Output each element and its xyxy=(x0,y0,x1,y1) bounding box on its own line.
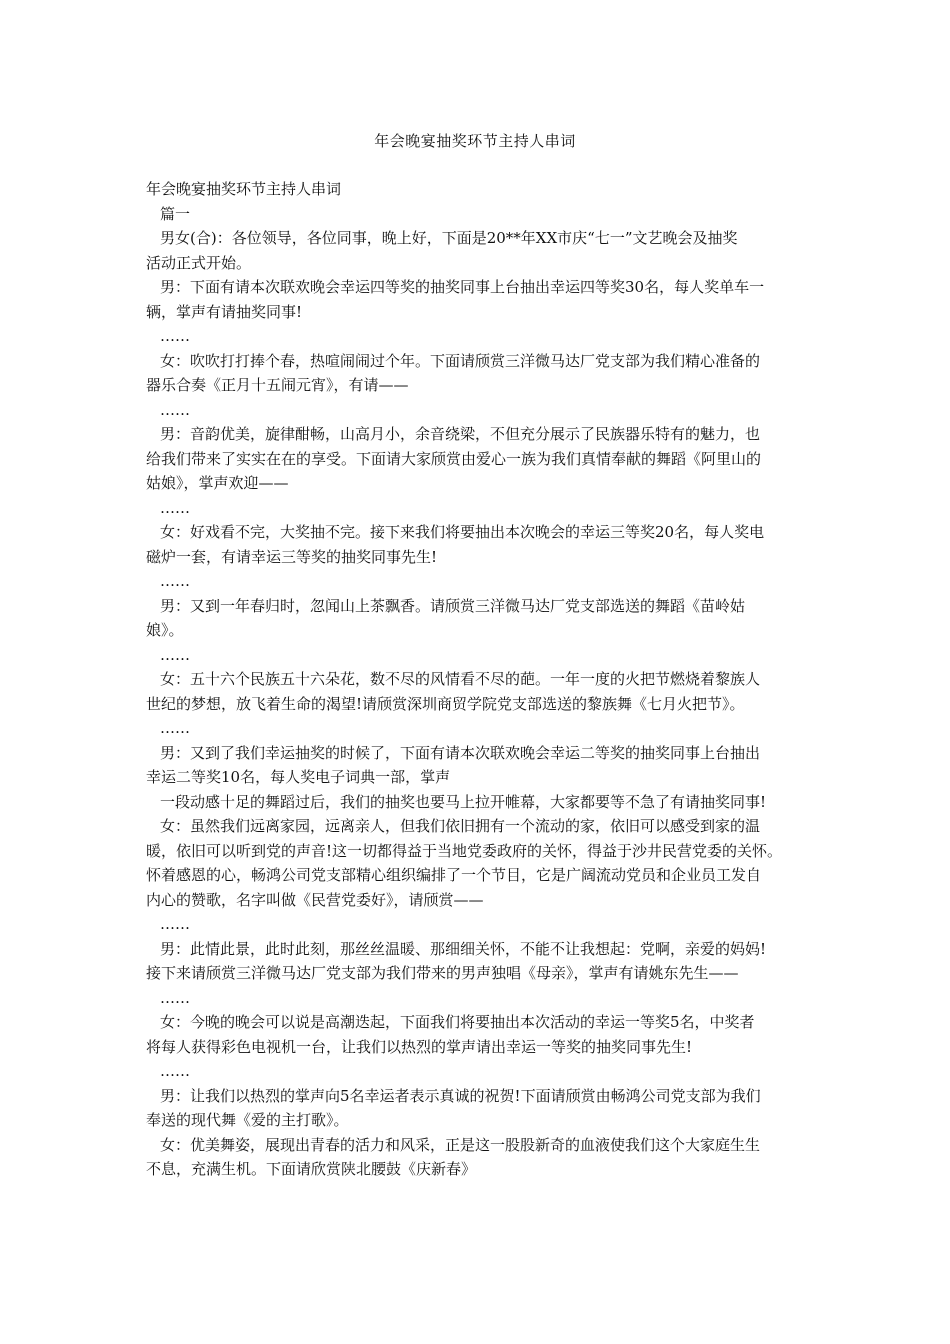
text-line: …… xyxy=(160,915,190,933)
text-line: 男：又到一年春归时，忽闻山上茶飘香。请颀赏三洋微马达厂党支部选送的舞蹈《苗岭姑 xyxy=(160,596,746,615)
text-line: 幸运二等奖10名，每人奖电子词典一部，掌声 xyxy=(146,768,451,786)
text-line: 女：虽然我们远离家园，远离亲人，但我们依旧拥有一个流动的家，依旧可以感受到家的温 xyxy=(160,817,761,835)
text-line: 女：五十六个民族五十六朵花，数不尽的风情看不尽的葩。一年一度的火把节燃烧着黎族人 xyxy=(160,670,761,688)
text-line: 辆，掌声有请抽奖同事! xyxy=(146,302,303,321)
text-line: 内心的赞歌，名字叫做《民营党委好》，请颀赏—— xyxy=(146,890,484,909)
text-line: 男：此情此景，此时此刻，那丝丝温暖、那细细关怀，不能不让我想起：党啊，亲爱的妈妈! xyxy=(160,939,767,958)
text-line: 姑娘》，掌声欢迎—— xyxy=(146,474,289,492)
text-line: …… xyxy=(160,1062,190,1080)
text-line: 女：吹吹打打捧个春，热喧闹闹过个年。下面请颀赏三洋微马达厂党支部为我们精心准备的 xyxy=(160,351,761,370)
text-line: 女：今晚的晚会可以说是高潮迭起，下面我们将要抽出本次活动的幸运一等奖5名，中奖者 xyxy=(160,1013,755,1031)
text-line: 器乐合奏《正月十五闹元宵》，有请—— xyxy=(146,376,409,394)
text-line: 不息，充满生机。下面请欣赏陕北腰鼓《庆新春》 xyxy=(146,1160,477,1178)
text-line: 篇一 xyxy=(160,204,191,223)
document-body xyxy=(146,177,826,1182)
text-line: 接下来请颀赏三洋微马达厂党支部为我们带来的男声独唱《母亲》，掌声有请姚东先生—— xyxy=(146,964,739,982)
text-line: 奉送的现代舞《爱的主打歌》。 xyxy=(146,1111,349,1129)
text-line: 一段动感十足的舞蹈过后，我们的抽奖也要马上拉开帷幕，大家都要等不急了有请抽奖同事! xyxy=(160,792,767,811)
text-line: 将每人获得彩色电视机一台，让我们以热烈的掌声请出幸运一等奖的抽奖同事先生! xyxy=(146,1037,693,1056)
text-line: 男：音韵优美，旋律酣畅，山高月小，余音绕梁，不但充分展示了民族器乐特有的魅力，也 xyxy=(160,425,761,443)
text-line: 给我们带来了实实在在的享受。下面请大家颀赏由爱心一族为我们真情奉献的舞蹈《阿里山的 xyxy=(146,449,762,468)
text-line: 女：好戏看不完，大奖抽不完。接下来我们将要抽出本次晚会的幸运三等奖20名，每人奖电 xyxy=(160,523,765,541)
text-line: 男：又到了我们幸运抽奖的时候了，下面有请本次联欢晚会幸运二等奖的抽奖同事上台抽出 xyxy=(160,743,761,762)
text-line: 世纪的梦想，放飞着生命的渴望!请颀赏深圳商贸学院党支部选送的黎族舞《七月火把节》。 xyxy=(146,694,745,713)
text-line: 男女(合)：各位领导，各位同事，晚上好，下面是20**年XX市庆“七一”文艺晚会及抽奖 xyxy=(160,229,738,247)
text-line: 年会晚宴抽奖环节主持人串词 xyxy=(146,180,342,198)
text-line: 男：让我们以热烈的掌声向5名幸运者表示真诚的祝贺!下面请颀赏由畅鸿公司党支部为我们 xyxy=(160,1086,761,1105)
text-line: …… xyxy=(160,498,190,517)
text-line: 娘》。 xyxy=(146,621,184,639)
text-line: …… xyxy=(160,719,190,737)
text-line: …… xyxy=(160,645,190,664)
text-line: 暖，依旧可以听到党的声音!这一切都得益于当地党委政府的关怀，得益于沙井民营党委的关怀。 xyxy=(146,841,783,860)
text-line: 磁炉一套，有请幸运三等奖的抽奖同事先生! xyxy=(146,547,438,566)
text-line: …… xyxy=(160,327,190,345)
text-line: …… xyxy=(160,988,190,1007)
text-line: …… xyxy=(160,400,190,419)
text-line: 怀着感恩的心，畅鸿公司党支部精心组织编排了一个节目，它是广阔流动党员和企业员工发自 xyxy=(146,866,762,884)
text-line: 活动正式开始。 xyxy=(146,253,252,272)
document-title: 年会晚宴抽奖环节主持人串词 xyxy=(374,132,576,150)
text-line: 男：下面有请本次联欢晚会幸运四等奖的抽奖同事上台抽出幸运四等奖30名，每人奖单车一 xyxy=(160,278,765,296)
text-line: …… xyxy=(160,572,190,590)
text-line: 女：优美舞姿，展现出青春的活力和风采，正是这一股股新奇的血液使我们这个大家庭生生 xyxy=(160,1135,761,1154)
